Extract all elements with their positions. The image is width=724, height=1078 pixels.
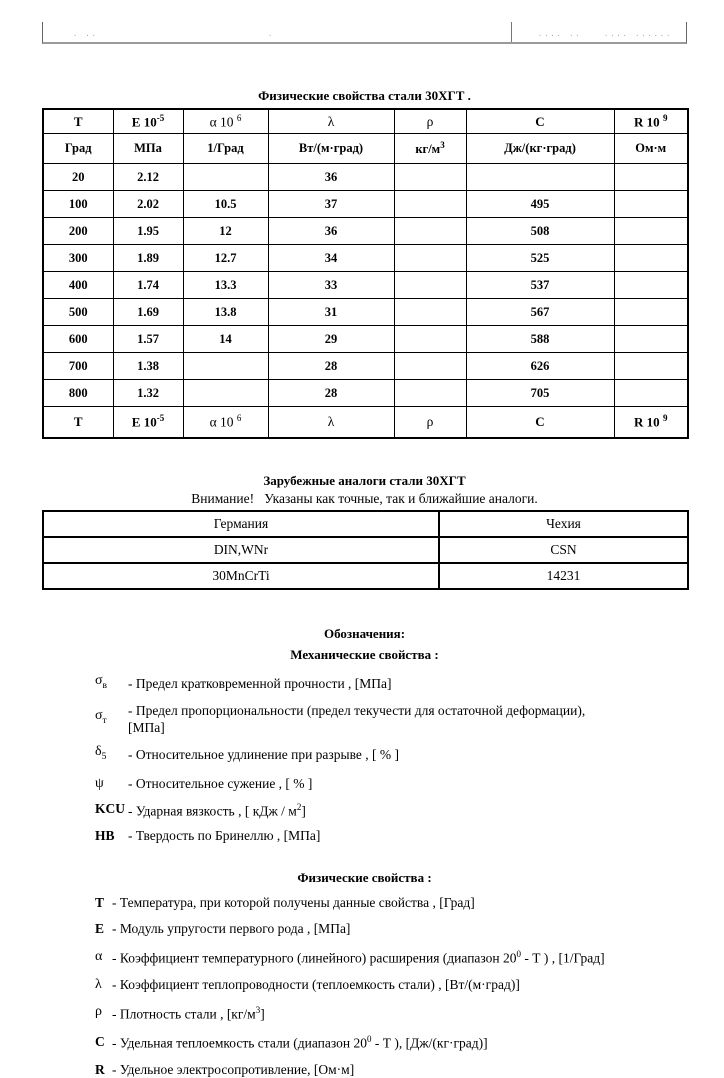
cell: 400: [43, 272, 113, 299]
cell: 626: [466, 353, 614, 380]
cell: [183, 164, 268, 191]
legend-item: [95, 1061, 670, 1078]
table-row: [43, 326, 688, 353]
document-page: [0, 22, 724, 1077]
table-row: [43, 218, 688, 245]
cell: [394, 326, 466, 353]
legend-description: - Коэффициент температурного (линейного) расширения (диапазон $20^0$ - Т ) , [1/Град]: [112, 949, 605, 966]
symbol: α: [95, 948, 103, 964]
legend-item: [95, 946, 670, 967]
cell: 600: [43, 326, 113, 353]
mechanical-legend: [42, 672, 687, 844]
legend-item: [95, 827, 670, 844]
cell: [614, 218, 688, 245]
cell: [394, 245, 466, 272]
header-cell: T: [43, 109, 113, 134]
cell: 300: [43, 245, 113, 272]
cell: 28: [268, 380, 394, 407]
legend-item: [95, 1002, 670, 1023]
cell: 2.02: [113, 191, 183, 218]
table-units-row: [43, 134, 688, 164]
cell: 37: [268, 191, 394, 218]
analogs-table: [42, 510, 689, 590]
symbol: R: [95, 1061, 105, 1077]
legend-item: [95, 672, 670, 695]
header-cell: E $10^{-5}$: [113, 109, 183, 134]
header-cell: R 10 $^9$: [614, 109, 688, 134]
cell: 34: [268, 245, 394, 272]
legend-description: - Твердость по Бринеллю , [МПа]: [128, 828, 321, 844]
legend-item: [95, 1031, 670, 1052]
clipped-cell-left: [43, 22, 511, 42]
cell: 800: [43, 380, 113, 407]
unit-cell: $кг/м^3$: [394, 134, 466, 164]
cell: [394, 380, 466, 407]
cell: 200: [43, 218, 113, 245]
symbol: $\delta_5$: [95, 743, 107, 762]
cell: DIN,WNr: [43, 537, 439, 563]
table-row: [43, 563, 688, 589]
cell: 31: [268, 299, 394, 326]
cell: 700: [43, 353, 113, 380]
cell: [614, 245, 688, 272]
cell: [614, 191, 688, 218]
physical-legend: [42, 894, 687, 1078]
table-row: [43, 245, 688, 272]
cell: 1.57: [113, 326, 183, 353]
clipped-text-fragment: · ··: [73, 32, 98, 40]
header-cell: α 10 $^6$: [183, 109, 268, 134]
symbol: HB: [95, 828, 115, 844]
cell: [614, 353, 688, 380]
clipped-table-row: [42, 22, 687, 44]
cell: 100: [43, 191, 113, 218]
footer-cell: T: [43, 407, 113, 439]
cell: 2.12: [113, 164, 183, 191]
clipped-cell-right: [511, 22, 686, 42]
cell: 1.74: [113, 272, 183, 299]
legend-description: - Удельная теплоемкость стали (диапазон $20^0$ - Т ), [Дж/(кг·град)]: [112, 1034, 488, 1051]
cell: 705: [466, 380, 614, 407]
legend-description: - Предел кратковременной прочности , [МПа]: [128, 675, 392, 691]
analogs-note: Внимание! Указаны как точные, так и ближайшие аналоги.: [191, 491, 538, 506]
page-content: [42, 22, 687, 1078]
table-header-row: [43, 511, 688, 537]
cell: [614, 326, 688, 353]
clipped-text-fragment: ···· ······: [604, 32, 673, 40]
legend-item: [95, 799, 670, 820]
cell: 33: [268, 272, 394, 299]
physical-table-title: Физические свойства стали 30ХГТ .: [258, 88, 471, 103]
footer-cell: λ: [268, 407, 394, 439]
legend-description: - Предел пропорциональности (предел текучести для остаточной деформации), [МПа]: [128, 702, 586, 735]
unit-cell: Град: [43, 134, 113, 164]
cell: [394, 218, 466, 245]
cell: 36: [268, 218, 394, 245]
cell: 14: [183, 326, 268, 353]
unit-cell: 1/Град: [183, 134, 268, 164]
cell: 13.3: [183, 272, 268, 299]
table-row: [43, 380, 688, 407]
cell: 588: [466, 326, 614, 353]
cell: [183, 380, 268, 407]
footer-cell: ρ: [394, 407, 466, 439]
legend-description: - Плотность стали , $[кг/м^3]$: [112, 1004, 265, 1022]
legend-item: [95, 702, 670, 736]
cell: [614, 272, 688, 299]
legend-description: - Ударная вязкость , [ кДж / $м^2$]: [128, 801, 306, 819]
footer-cell: R 10 $^9$: [614, 407, 688, 439]
cell: [394, 191, 466, 218]
symbol: KCU: [95, 801, 125, 817]
cell: 1.69: [113, 299, 183, 326]
header-cell: Германия: [43, 511, 439, 537]
legend-description: - Относительное сужение , [ % ]: [128, 775, 313, 791]
table-row: [43, 191, 688, 218]
legend-item: [95, 976, 670, 993]
cell: 28: [268, 353, 394, 380]
header-cell: ρ: [394, 109, 466, 134]
cell: 13.8: [183, 299, 268, 326]
footer-cell: E $10^{-5}$: [113, 407, 183, 439]
mechanical-properties-heading: Механические свойства :: [290, 647, 439, 662]
footer-cell: C: [466, 407, 614, 439]
cell: 567: [466, 299, 614, 326]
header-cell: C: [466, 109, 614, 134]
symbol: C: [95, 1033, 105, 1049]
cell: [614, 164, 688, 191]
cell: 500: [43, 299, 113, 326]
cell: [614, 380, 688, 407]
physical-properties-heading: Физические свойства :: [297, 870, 432, 886]
cell: 30MnCrTi: [43, 563, 439, 589]
unit-cell: Вт/(м·град): [268, 134, 394, 164]
cell: 20: [43, 164, 113, 191]
legend-description: - Температура, при которой получены данные свойства , [Град]: [112, 895, 475, 911]
unit-cell: МПа: [113, 134, 183, 164]
table-row: [43, 537, 688, 563]
cell: [394, 299, 466, 326]
cell: [466, 164, 614, 191]
legend-description: - Модуль упругости первого рода , [МПа]: [112, 921, 351, 937]
legend-item: [95, 775, 670, 792]
clipped-text-fragment: ···· ··: [538, 32, 582, 40]
cell: [614, 299, 688, 326]
cell: 537: [466, 272, 614, 299]
symbol: ρ: [95, 1004, 102, 1020]
cell: [394, 353, 466, 380]
cell: 36: [268, 164, 394, 191]
cell: 10.5: [183, 191, 268, 218]
cell: 12.7: [183, 245, 268, 272]
legend-description: - Удельное электросопротивление, [Ом·м]: [112, 1061, 355, 1077]
symbol: T: [95, 895, 105, 911]
cell: [183, 353, 268, 380]
legend-description: - Относительное удлинение при разрыве , [ % ]: [128, 746, 399, 762]
header-cell: λ: [268, 109, 394, 134]
table-footer-row: [43, 407, 688, 439]
legend-item: [95, 743, 670, 766]
legend-item: [95, 920, 670, 937]
table-row: [43, 353, 688, 380]
table-row: [43, 299, 688, 326]
cell: 1.95: [113, 218, 183, 245]
cell: 29: [268, 326, 394, 353]
header-cell: Чехия: [439, 511, 688, 537]
symbol: E: [95, 921, 105, 937]
cell: 1.32: [113, 380, 183, 407]
physical-properties-table: [42, 108, 689, 439]
analogs-title: Зарубежные аналоги стали 30ХГТ: [263, 473, 466, 488]
cell: 525: [466, 245, 614, 272]
legend-title: Обозначения:: [323, 626, 406, 641]
unit-cell: Ом·м: [614, 134, 688, 164]
table-header-row: [43, 109, 688, 134]
cell: 508: [466, 218, 614, 245]
cell: 14231: [439, 563, 688, 589]
footer-cell: α 10 $^6$: [183, 407, 268, 439]
cell: CSN: [439, 537, 688, 563]
cell: [394, 164, 466, 191]
cell: [394, 272, 466, 299]
unit-cell: Дж/(кг·град): [466, 134, 614, 164]
legend-item: [95, 894, 670, 911]
symbol: $\sigma_в$: [95, 673, 108, 691]
cell: 495: [466, 191, 614, 218]
table-row: [43, 272, 688, 299]
symbol: ψ: [95, 775, 104, 791]
cell: 12: [183, 218, 268, 245]
legend-description: - Коэффициент теплопроводности (теплоемкость стали) , [Вт/(м·град)]: [112, 976, 520, 992]
symbol: $\sigma_т$: [95, 708, 107, 727]
symbol: λ: [95, 976, 102, 992]
cell: 1.38: [113, 353, 183, 380]
table-row: [43, 164, 688, 191]
clipped-text-fragment: ·: [268, 32, 275, 40]
cell: 1.89: [113, 245, 183, 272]
